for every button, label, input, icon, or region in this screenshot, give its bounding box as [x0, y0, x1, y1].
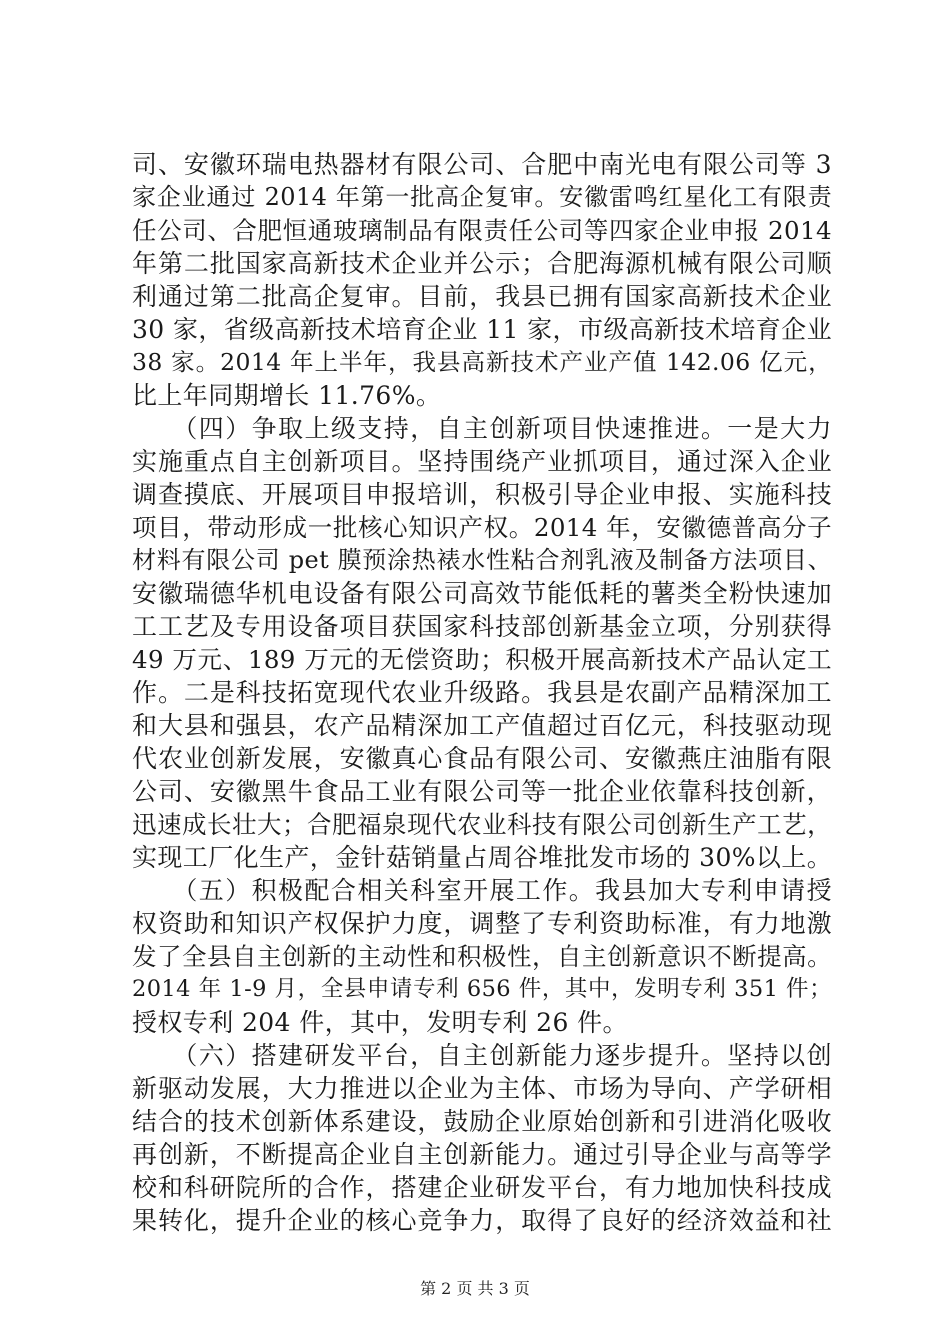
- text-line: 比上年同期增长 11.76%。: [132, 381, 442, 410]
- text-line: （六）搭建研发平台，自主创新能力逐步提升。坚持以创: [132, 1041, 832, 1070]
- text-line: 材料有限公司 pet 膜预涂热裱水性粘合剂乳液及制备方法项目、: [132, 546, 832, 574]
- text-line: 权资助和知识产权保护力度，调整了专利资助标准，有力地激: [132, 909, 832, 938]
- text-line: 结合的技术创新体系建设，鼓励企业原始创新和引进消化吸收: [132, 1107, 832, 1136]
- text-line: 和大县和强县，农产品精深加工产值超过百亿元，科技驱动现: [132, 711, 832, 740]
- document-body: [132, 148, 832, 1237]
- text-line: （四）争取上级支持，自主创新项目快速推进。一是大力: [132, 414, 832, 443]
- text-line: 49 万元、189 万元的无偿资助；积极开展高新技术产品认定工: [132, 645, 832, 674]
- text-line: 代农业创新发展，安徽真心食品有限公司、安徽燕庄油脂有限: [132, 744, 832, 773]
- text-line: （五）积极配合相关科室开展工作。我县加大专利申请授: [132, 876, 832, 905]
- text-line: 年第二批国家高新技术企业并公示；合肥海源机械有限公司顺: [132, 249, 832, 278]
- text-line: 实施重点自主创新项目。坚持围绕产业抓项目，通过深入企业: [132, 447, 832, 476]
- text-line: 安徽瑞德华机电设备有限公司高效节能低耗的薯类全粉快速加: [132, 579, 832, 608]
- text-line: 果转化，提升企业的核心竞争力，取得了良好的经济效益和社: [132, 1206, 832, 1235]
- page-number-footer: 第 2 页 共 3 页: [420, 1279, 530, 1298]
- text-line: 调查摸底、开展项目申报培训，积极引导企业申报、实施科技: [132, 480, 832, 509]
- text-line: 再创新，不断提高企业自主创新能力。通过引导企业与高等学: [132, 1140, 832, 1169]
- text-line: 项目，带动形成一批核心知识产权。2014 年，安徽德普高分子: [132, 513, 832, 542]
- text-line: 发了全县自主创新的主动性和积极性，自主创新意识不断提高。: [132, 942, 832, 971]
- text-line: 38 家。2014 年上半年，我县高新技术产业产值 142.06 亿元，: [132, 348, 832, 376]
- text-line: 30 家，省级高新技术培育企业 11 家，市级高新技术培育企业: [132, 315, 832, 344]
- text-line: 授权专利 204 件，其中，发明专利 26 件。: [132, 1008, 628, 1037]
- text-line: 2014 年 1-9 月，全县申请专利 656 件，其中，发明专利 351 件；: [132, 976, 832, 1002]
- text-line: 公司、安徽黑牛食品工业有限公司等一批企业依靠科技创新，: [132, 777, 832, 806]
- text-line: 实现工厂化生产，金针菇销量占周谷堆批发市场的 30%以上。: [132, 843, 833, 872]
- text-line: 作。二是科技拓宽现代农业升级路。我县是农副产品精深加工: [132, 678, 832, 707]
- text-line: 新驱动发展，大力推进以企业为主体、市场为导向、产学研相: [132, 1074, 832, 1103]
- text-line: 任公司、合肥恒通玻璃制品有限责任公司等四家企业申报 2014: [132, 216, 832, 245]
- text-line: 校和科研院所的合作，搭建企业研发平台，有力地加快科技成: [132, 1173, 832, 1202]
- text-line: 家企业通过 2014 年第一批高企复审。安徽雷鸣红星化工有限责: [132, 183, 832, 211]
- text-line: 工工艺及专用设备项目获国家科技部创新基金立项，分别获得: [132, 612, 832, 641]
- text-line: 迅速成长壮大；合肥福泉现代农业科技有限公司创新生产工艺，: [132, 810, 832, 839]
- text-line: 司、安徽环瑞电热器材有限公司、合肥中南光电有限公司等 3: [132, 150, 832, 179]
- text-line: 利通过第二批高企复审。目前，我县已拥有国家高新技术企业: [132, 282, 832, 311]
